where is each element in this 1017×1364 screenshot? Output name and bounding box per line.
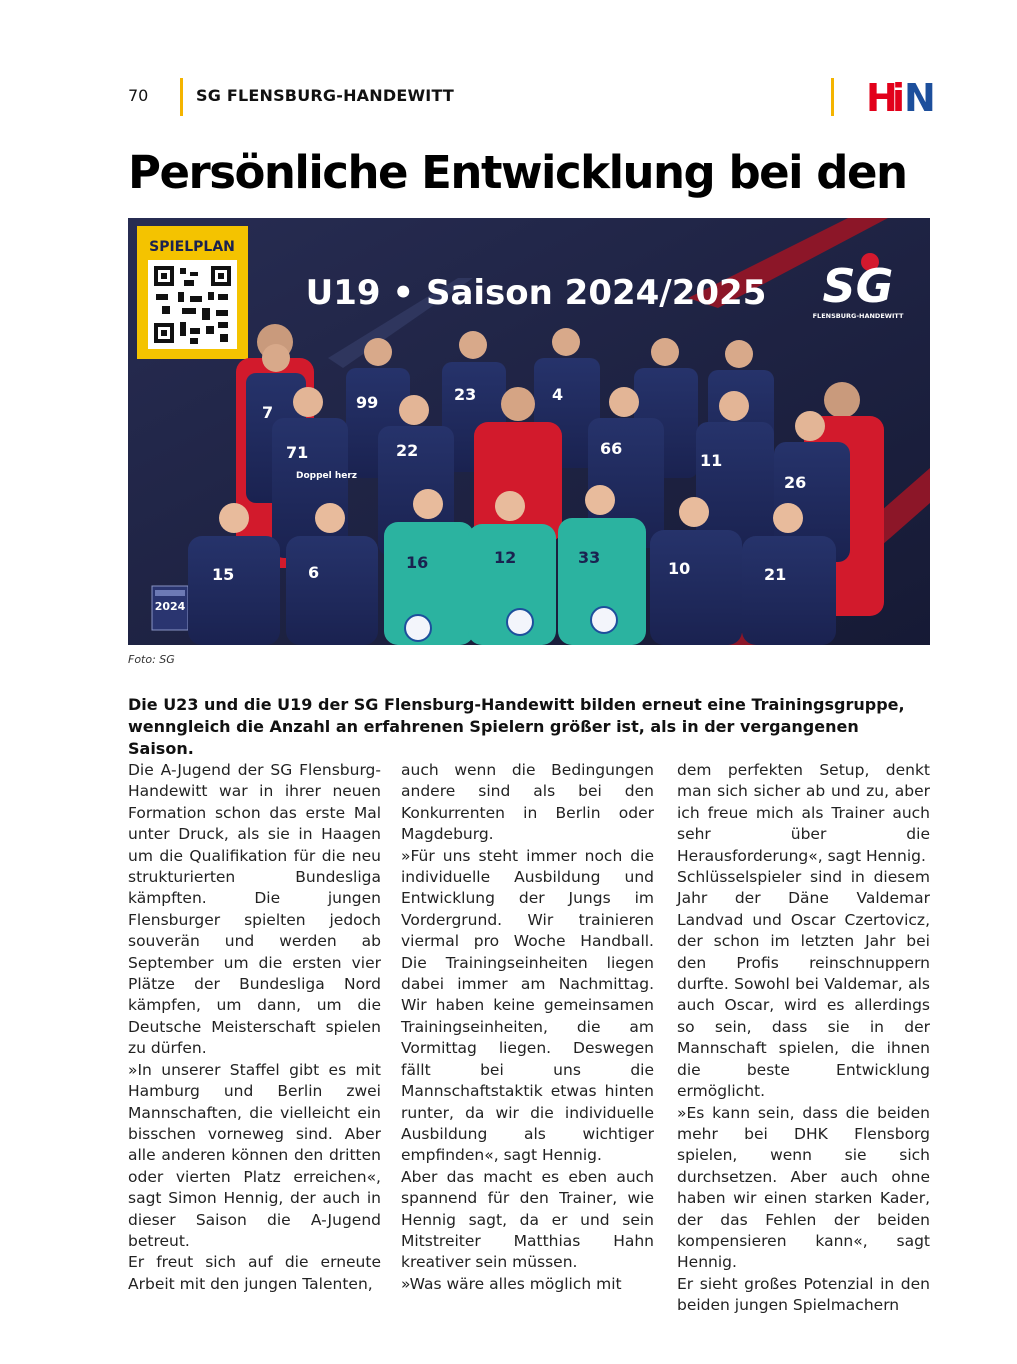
svg-text:2024: 2024 [154,600,186,613]
club-logo [813,253,904,320]
magazine-logo [866,76,936,120]
svg-text:SG: SG [822,259,894,313]
paragraph: Die A-Jugend der SG Flensburg-Handewitt war in ihrer neuen Formation schon das erste Mal unter Druck, als sie in Haagen um die Qualifikation für die neu strukturierten Bundesliga kämpften. Die jungen Flensburger spielten jedoch souverän und werden ab September um die ersten vier Plätze der Bundesliga Nord kämpfen, um dann, um die Deutsche Meisterschaft spielen zu dürfen. [128,761,381,1058]
svg-text:7: 7 [262,403,274,422]
paragraph: Schlüsselspieler sind in diesem Jahr der Däne Valdemar Landvad und Oscar Czertovicz, der schon im letzten Jahr bei den Profis reinschnuppern durfte. Sowohl bei Valdemar, als auch Oscar, wird es allerdings so sein, dass sie in der Mannschaft spielen, die ihnen die beste Entwicklung ermöglicht. [677,868,930,1101]
svg-text:FLENSBURG-HANDEWITT: FLENSBURG-HANDEWITT [812,312,904,320]
award-badge [152,586,188,630]
team-photo [128,218,930,645]
article-lead: Die U23 und die U19 der SG Flensburg-Handewitt bilden erneut eine Trainingsgruppe, wenngleich die Anzahl an erfahrenen Spielern größer ist, als in der vergangenen Saison. [128,695,905,758]
article-column-1 [128,760,381,1293]
header-divider [180,78,183,116]
svg-text:6: 6 [308,563,320,582]
photo-caption: Foto: SG [128,653,175,666]
paragraph: Er freut sich auf die erneute Arbeit mit den jungen Talenten, [128,1253,381,1293]
svg-text:26: 26 [784,473,807,492]
svg-text:H: H [866,76,896,120]
paragraph: Er sieht großes Potenzial in den beiden jungen Spielmachern [677,1274,930,1315]
section-title: SG FLENSBURG-HANDEWITT [196,86,455,105]
paragraph: »In unserer Staffel gibt es mit Hamburg und Berlin zwei Mannschaften, die vielleicht ein bisschen vorneweg sind. Aber alle anderen können den dritten oder vierten Platz erreichen«, sagt Simon Hennig, der auch in dieser Saison die A-Jugend betreut. [128,1060,381,1250]
svg-text:i: i [892,76,906,120]
header-divider-right [831,78,834,116]
qr-label: SPIELPLAN [149,239,235,255]
paragraph: auch wenn die Bedingungen andere sind als bei den Konkurrenten in Berlin oder Magdeburg. [401,761,654,844]
svg-text:66: 66 [600,439,623,458]
paragraph: dem perfekten Setup, denkt man sich sicher ab und zu, aber ich freue mich als Trainer auch sehr über die Herausforderung«, sagt Hennig. [677,761,930,865]
svg-text:33: 33 [578,548,601,567]
paragraph: »Was wäre alles möglich mit [401,1274,622,1293]
page-number: 70 [128,86,149,105]
article-column-3 [677,760,930,1315]
article-column-2 [401,760,654,1293]
svg-text:11: 11 [700,451,723,470]
svg-text:10: 10 [668,559,691,578]
article-headline: Persönliche Entwicklung bei den [128,146,907,199]
banner-title: U19 • Saison 2024/2025 [305,273,767,313]
paragraph: »Für uns steht immer noch die individuelle Ausbildung und Entwicklung der Jungs im Vordergrund. Wir trainieren viermal pro Woche Handball. Die Trainingseinheiten liegen dabei immer am Nachmittag. Wir haben keine gemeinsamen Trainingseinheiten, die am Vormittag liegen. Deswegen fällt bei uns die Mannschaftstaktik etwas hinten runter, da wir die individuelle Ausbildung als wichtiger empfinden«, sagt Hennig. [401,846,654,1165]
paragraph: »Es kann sein, dass die beiden mehr bei DHK Flensborg spielen, wenn sie sich durchsetzen. Aber auch ohne haben wir einen starken Kader, der das Fehlen der beiden kompensieren kann«, sagt Hennig. [677,1103,930,1272]
svg-text:23: 23 [454,385,477,404]
svg-text:12: 12 [494,548,517,567]
svg-text:Doppel herz: Doppel herz [296,471,358,481]
svg-text:71: 71 [286,443,309,462]
svg-text:21: 21 [764,565,787,584]
svg-text:22: 22 [396,441,419,460]
svg-text:15: 15 [212,565,235,584]
paragraph: Aber das macht es eben auch spannend für den Trainer, wie Hennig sagt, da er und sein Mitstreiter Matthias Hahn kreativer sein müssen. [401,1167,654,1272]
svg-text:N: N [904,76,936,120]
svg-text:16: 16 [406,553,429,572]
svg-text:4: 4 [552,385,564,404]
svg-text:99: 99 [356,393,379,412]
